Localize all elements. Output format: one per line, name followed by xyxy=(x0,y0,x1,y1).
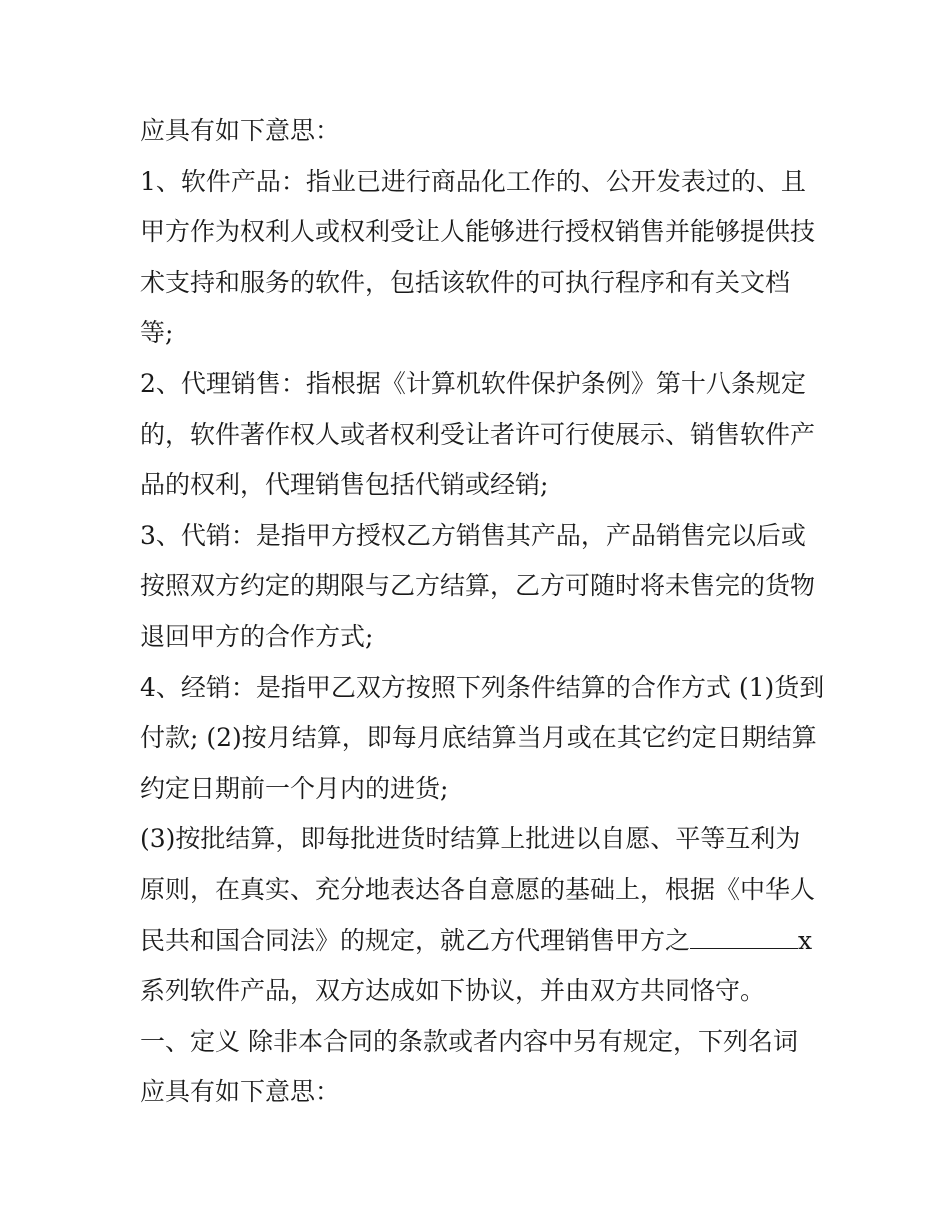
document-body xyxy=(140,106,825,1118)
text-line: (3)按批结算，即每批进货时结算上批进以自愿、平等互利为 xyxy=(140,824,801,854)
blank-suffix: x xyxy=(798,925,813,955)
text-line: 等; xyxy=(140,318,174,348)
text-line: 付款; (2)按月结算，即每月底结算当月或在其它约定日期结算 xyxy=(140,723,817,753)
text-line: 3、代销：是指甲方授权乙方销售其产品，产品销售完以后或 xyxy=(140,520,806,550)
text-line: 2、代理销售：指根据《计算机软件保护条例》第十八条规定 xyxy=(140,368,806,398)
text-line: 系列软件产品，双方达成如下协议，并由双方共同恪守。 xyxy=(140,976,766,1006)
text-line: 按照双方约定的期限与乙方结算，乙方可随时将未售完的货物 xyxy=(140,571,816,601)
text-line: 应具有如下意思： xyxy=(140,116,341,145)
text-line: 退回甲方的合作方式; xyxy=(140,621,374,651)
text-line: 甲方作为权利人或权利受让人能够进行授权销售并能够提供技 xyxy=(140,217,816,247)
text-line: 品的权利，代理销售包括代销或经销; xyxy=(140,470,549,500)
text-line: 原则，在真实、充分地表达各自意愿的基础上，根据《中华人 xyxy=(140,874,816,904)
text-line: 的，软件著作权人或者权利受让者许可行使展示、销售软件产 xyxy=(140,419,816,449)
fill-in-blank xyxy=(690,928,798,949)
text-line: 术支持和服务的软件，包括该软件的可执行程序和有关文档 xyxy=(140,267,791,297)
text-line: 应具有如下意思： xyxy=(140,1077,341,1107)
text-line: 一、定义 除非本合同的条款或者内容中另有规定，下列名词 xyxy=(140,1026,798,1056)
text-segment: 民共和国合同法》的规定，就乙方代理销售甲方之 xyxy=(140,925,691,955)
text-line: 4、经销：是指甲乙双方按照下列条件结算的合作方式 (1)货到 xyxy=(140,672,825,702)
text-line: 1、软件产品：指业已进行商品化工作的、公开发表过的、且 xyxy=(140,166,806,196)
text-line: 约定日期前一个月内的进货; xyxy=(140,773,449,803)
text-line-with-blank xyxy=(140,916,820,967)
